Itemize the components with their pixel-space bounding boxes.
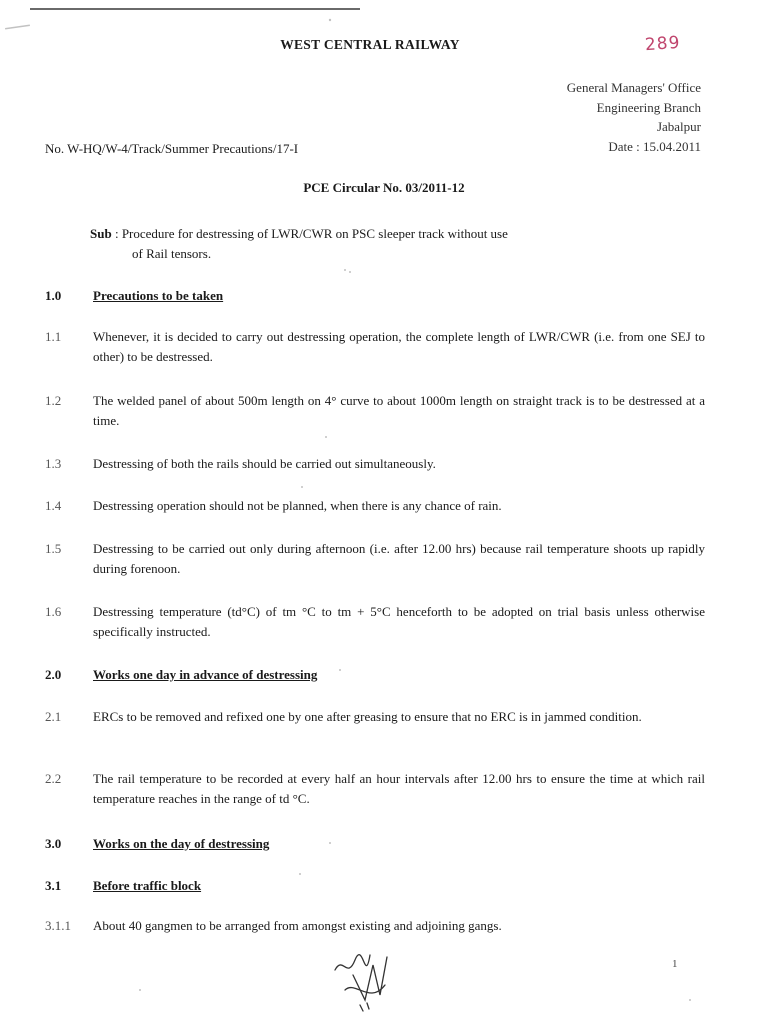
section-title: Before traffic block <box>93 878 202 893</box>
office-line: General Managers' Office <box>566 80 701 95</box>
office-line: Engineering Branch <box>596 99 701 115</box>
item-text: The welded panel of about 500m length on 4° curve to about 1000m length on straight track is to be destressed at a time. <box>93 393 705 428</box>
circular-number: PCE Circular No. 03/2011-12 <box>303 180 465 195</box>
section-number: 3.0 <box>45 836 62 851</box>
list-item <box>45 602 705 642</box>
section-heading <box>45 286 705 306</box>
list-item <box>45 454 705 474</box>
item-number: 1.2 <box>45 393 62 408</box>
item-text: Destressing of both the rails should be carried out simultaneously. <box>93 456 436 471</box>
item-text: Whenever, it is decided to carry out destressing operation, the complete length of LWR/CWR (i.e. from one SEJ to other) to be destressed. <box>93 329 705 364</box>
section-number: 2.0 <box>45 667 62 682</box>
item-text: Destressing temperature (td°C) of tm °C to tm + 5°C henceforth to be adopted on trial basis unless otherwise specifically instructed. <box>93 604 705 639</box>
section-heading <box>45 665 705 685</box>
item-number: 1.5 <box>45 541 62 556</box>
item-text: The rail temperature to be recorded at every half an hour intervals after 12.00 hrs to ensure the time at which rail temperature reaches in the range of td °C. <box>93 771 705 806</box>
list-item <box>45 539 705 579</box>
section-title: Precautions to be taken <box>93 288 224 303</box>
section-number: 1.0 <box>45 288 62 303</box>
page-number: 1 <box>672 958 678 970</box>
reference-number: No. W-HQ/W-4/Track/Summer Precautions/17-I <box>45 141 299 156</box>
handwritten-page-ref: 289 <box>644 32 682 56</box>
item-text: Destressing operation should not be planned, when there is any chance of rain. <box>93 498 502 513</box>
list-item <box>45 391 705 431</box>
item-number: 1.1 <box>45 329 62 344</box>
item-number: 1.4 <box>45 498 62 513</box>
item-text: Destressing to be carried out only during afternoon (i.e. after 12.00 hrs) because rail temperature shoots up rapidly during forenoon. <box>93 541 705 576</box>
item-text: ERCs to be removed and refixed one by one after greasing to ensure that no ERC is in jammed condition. <box>93 709 642 724</box>
list-item <box>45 916 705 936</box>
section-heading <box>45 834 705 854</box>
handwritten-signature <box>325 945 405 1015</box>
list-item <box>45 707 705 727</box>
subject-block <box>90 224 650 264</box>
document-date: Date : 15.04.2011 <box>608 138 701 154</box>
subsection-heading <box>45 876 705 896</box>
item-number: 3.1.1 <box>45 918 71 933</box>
organization-title: WEST CENTRAL RAILWAY <box>280 37 460 52</box>
office-address-block <box>567 78 701 156</box>
item-number: 1.3 <box>45 456 62 471</box>
item-text: About 40 gangmen to be arranged from amongst existing and adjoining gangs. <box>93 918 502 933</box>
section-title: Works on the day of destressing <box>93 836 270 851</box>
list-item <box>45 769 705 809</box>
subject-label: Sub <box>90 226 112 241</box>
section-title: Works one day in advance of destressing <box>93 667 318 682</box>
item-number: 2.1 <box>45 709 62 724</box>
item-number: 1.6 <box>45 604 62 619</box>
list-item <box>45 496 705 516</box>
office-line: Jabalpur <box>656 119 701 134</box>
subject-line-1: : Procedure for destressing of LWR/CWR on PSC sleeper track without use <box>114 226 508 241</box>
section-number: 3.1 <box>45 878 62 893</box>
subject-line-2: of Rail tensors. <box>132 246 212 261</box>
item-number: 2.2 <box>45 771 62 786</box>
list-item <box>45 327 705 367</box>
